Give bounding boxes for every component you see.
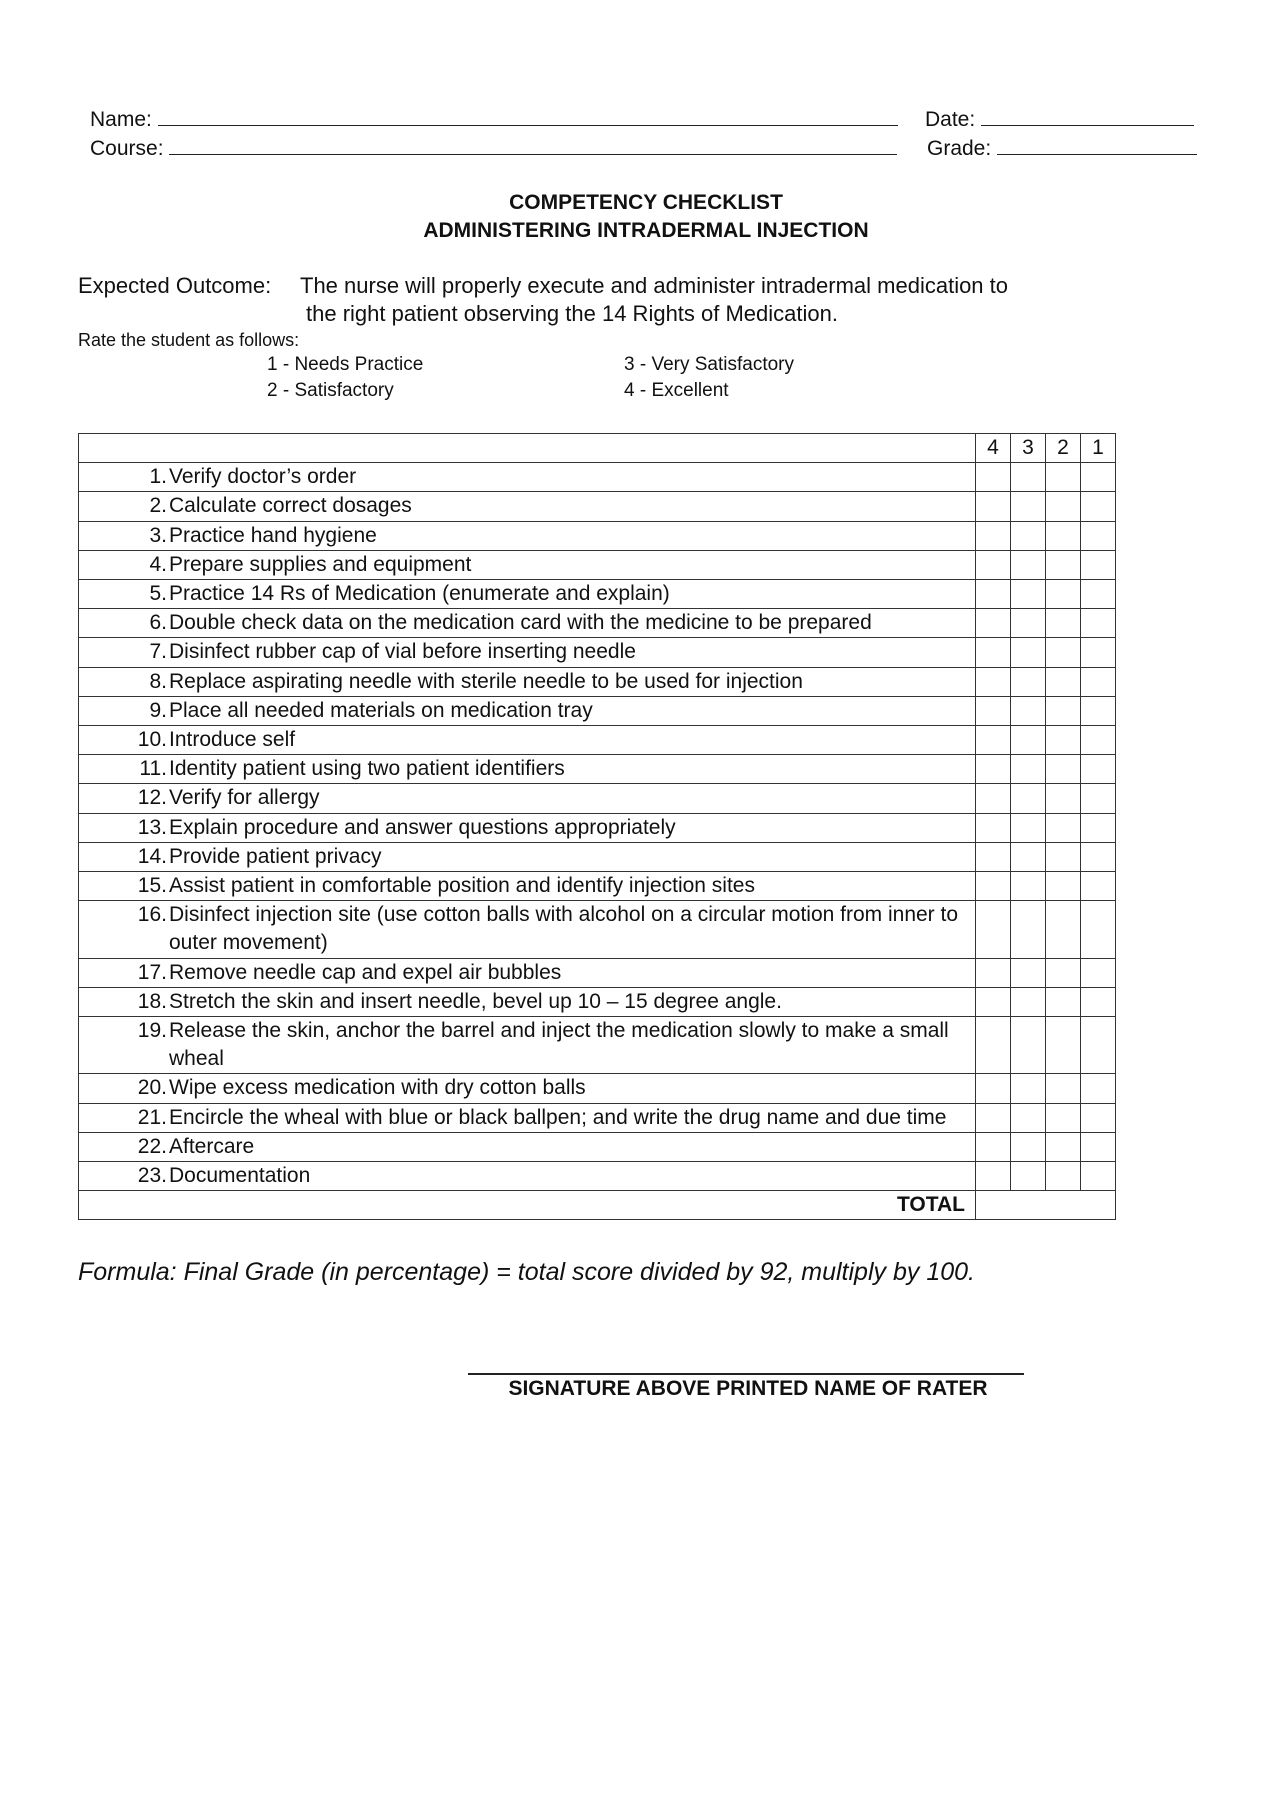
item-text: Practice 14 Rs of Medication (enumerate and explain) xyxy=(169,582,670,606)
item-text: Identity patient using two patient identifiers xyxy=(169,757,565,781)
item-number: 11. xyxy=(139,757,167,781)
score-cell-4[interactable] xyxy=(976,638,1011,667)
checklist-item xyxy=(79,492,976,521)
date-field[interactable] xyxy=(925,107,1194,132)
checklist-item xyxy=(79,813,976,842)
score-cell-2[interactable] xyxy=(1046,609,1081,638)
score-cell-4[interactable] xyxy=(976,609,1011,638)
item-number: 18. xyxy=(137,989,167,1013)
score-cell-1[interactable] xyxy=(1081,1017,1116,1074)
score-cell-2[interactable] xyxy=(1046,872,1081,901)
score-cell-2[interactable] xyxy=(1046,726,1081,755)
item-number: 1. xyxy=(149,465,167,489)
score-header-1: 1 xyxy=(1081,434,1116,463)
item-text: Assist patient in comfortable position and identify injection sites xyxy=(169,874,755,898)
score-cell-1[interactable] xyxy=(1081,463,1116,492)
score-cell-3[interactable] xyxy=(1011,726,1046,755)
item-number: 17. xyxy=(137,960,167,984)
score-cell-4[interactable] xyxy=(976,667,1011,696)
item-text: Disinfect rubber cap of vial before inserting needle xyxy=(169,640,636,664)
score-cell-1[interactable] xyxy=(1081,901,1116,958)
score-cell-1[interactable] xyxy=(1081,1132,1116,1161)
score-cell-4[interactable] xyxy=(976,958,1011,987)
score-cell-2[interactable] xyxy=(1046,784,1081,813)
item-text: Place all needed materials on medication tray xyxy=(169,698,593,722)
score-cell-1[interactable] xyxy=(1081,550,1116,579)
competency-checklist-table xyxy=(78,433,1116,1220)
name-label: Name: xyxy=(90,108,152,131)
score-cell-3[interactable] xyxy=(1011,842,1046,871)
item-number: 21. xyxy=(137,1105,167,1129)
checklist-item xyxy=(79,550,976,579)
score-cell-3[interactable] xyxy=(1011,872,1046,901)
table-row xyxy=(79,550,1116,579)
table-row xyxy=(79,638,1116,667)
score-cell-3[interactable] xyxy=(1011,1162,1046,1191)
item-text: Disinfect injection site (use cotton balls with alcohol on a circular motion from inner to outer movement) xyxy=(169,903,959,955)
score-cell-3[interactable] xyxy=(1011,813,1046,842)
checklist-item xyxy=(79,696,976,725)
score-cell-2[interactable] xyxy=(1046,1162,1081,1191)
score-cell-1[interactable] xyxy=(1081,726,1116,755)
score-cell-4[interactable] xyxy=(976,1132,1011,1161)
checklist-item xyxy=(79,463,976,492)
rating-scale-3: 3 - Very Satisfactory xyxy=(624,354,795,375)
item-text: Explain procedure and answer questions appropriately xyxy=(169,815,676,839)
formula-text: Formula: Final Grade (in percentage) = total score divided by 92, multiply by 100. xyxy=(78,1258,975,1286)
item-text: Encircle the wheal with blue or black ballpen; and write the drug name and due time xyxy=(169,1105,947,1129)
score-cell-2[interactable] xyxy=(1046,1074,1081,1103)
score-cell-1[interactable] xyxy=(1081,987,1116,1016)
score-header-3: 3 xyxy=(1011,434,1046,463)
item-number: 15. xyxy=(137,874,167,898)
signature-line[interactable] xyxy=(468,1373,1024,1375)
item-text: Provide patient privacy xyxy=(169,844,382,868)
table-row xyxy=(79,1017,1116,1074)
score-cell-2[interactable] xyxy=(1046,1103,1081,1132)
checklist-item xyxy=(79,784,976,813)
score-cell-4[interactable] xyxy=(976,726,1011,755)
item-number: 23. xyxy=(137,1164,167,1188)
checklist-item xyxy=(79,638,976,667)
course-label: Course: xyxy=(90,137,164,160)
score-cell-2[interactable] xyxy=(1046,696,1081,725)
score-cell-4[interactable] xyxy=(976,842,1011,871)
item-number: 20. xyxy=(137,1076,167,1100)
score-cell-2[interactable] xyxy=(1046,521,1081,550)
table-row xyxy=(79,463,1116,492)
score-cell-3[interactable] xyxy=(1011,580,1046,609)
score-cell-3[interactable] xyxy=(1011,901,1046,958)
table-row xyxy=(79,492,1116,521)
item-text: Calculate correct dosages xyxy=(169,494,412,518)
checklist-item xyxy=(79,580,976,609)
date-label: Date: xyxy=(925,108,976,131)
score-cell-4[interactable] xyxy=(976,463,1011,492)
item-number: 5. xyxy=(149,582,167,606)
rating-scale-2: 2 - Satisfactory xyxy=(267,380,394,401)
score-cell-2[interactable] xyxy=(1046,813,1081,842)
score-header-4: 4 xyxy=(976,434,1011,463)
score-header-2: 2 xyxy=(1046,434,1081,463)
table-row xyxy=(79,521,1116,550)
table-row xyxy=(79,580,1116,609)
item-number: 13. xyxy=(137,815,167,839)
score-cell-4[interactable] xyxy=(976,550,1011,579)
score-cell-3[interactable] xyxy=(1011,696,1046,725)
course-blank[interactable] xyxy=(169,136,897,155)
header-blank-cell xyxy=(79,434,976,463)
table-header-row xyxy=(79,434,1116,463)
item-text: Verify doctor’s order xyxy=(169,465,357,489)
score-cell-4[interactable] xyxy=(976,492,1011,521)
checklist-item xyxy=(79,1103,976,1132)
item-number: 3. xyxy=(149,523,167,547)
score-cell-2[interactable] xyxy=(1046,463,1081,492)
score-cell-2[interactable] xyxy=(1046,755,1081,784)
score-cell-3[interactable] xyxy=(1011,1103,1046,1132)
item-text: Practice hand hygiene xyxy=(169,523,377,547)
table-row xyxy=(79,784,1116,813)
checklist-item xyxy=(79,667,976,696)
item-text: Double check data on the medication card with the medicine to be prepared xyxy=(169,611,872,635)
score-cell-2[interactable] xyxy=(1046,987,1081,1016)
item-number: 9. xyxy=(149,698,167,722)
checklist-item xyxy=(79,872,976,901)
item-number: 19. xyxy=(137,1019,167,1043)
checklist-item xyxy=(79,901,976,958)
score-cell-3[interactable] xyxy=(1011,550,1046,579)
item-number: 4. xyxy=(149,552,167,576)
name-field[interactable] xyxy=(90,107,898,132)
item-text: Prepare supplies and equipment xyxy=(169,552,472,576)
checklist-item xyxy=(79,1017,976,1074)
item-number: 6. xyxy=(149,611,167,635)
score-cell-1[interactable] xyxy=(1081,813,1116,842)
score-cell-1[interactable] xyxy=(1081,1074,1116,1103)
checklist-item xyxy=(79,609,976,638)
score-cell-4[interactable] xyxy=(976,872,1011,901)
score-cell-1[interactable] xyxy=(1081,872,1116,901)
score-cell-4[interactable] xyxy=(976,1074,1011,1103)
score-cell-2[interactable] xyxy=(1046,580,1081,609)
score-cell-4[interactable] xyxy=(976,580,1011,609)
score-cell-4[interactable] xyxy=(976,755,1011,784)
table-row xyxy=(79,667,1116,696)
score-cell-3[interactable] xyxy=(1011,609,1046,638)
item-number: 16. xyxy=(137,903,167,927)
item-number: 14. xyxy=(137,844,167,868)
score-cell-1[interactable] xyxy=(1081,521,1116,550)
score-cell-1[interactable] xyxy=(1081,1162,1116,1191)
checklist-item xyxy=(79,726,976,755)
grade-label: Grade: xyxy=(927,137,992,160)
expected-outcome-line-2: the right patient observing the 14 Rights of Medication. xyxy=(306,301,838,326)
score-cell-3[interactable] xyxy=(1011,1017,1046,1074)
score-cell-1[interactable] xyxy=(1081,1103,1116,1132)
checklist-item xyxy=(79,755,976,784)
date-blank[interactable] xyxy=(981,107,1194,126)
checklist-item xyxy=(79,1132,976,1161)
title-line-2: ADMINISTERING INTRADERMAL INJECTION xyxy=(423,219,869,242)
total-label: TOTAL xyxy=(79,1191,976,1220)
score-cell-3[interactable] xyxy=(1011,1132,1046,1161)
item-number: 22. xyxy=(137,1134,167,1158)
score-cell-1[interactable] xyxy=(1081,638,1116,667)
checklist-item xyxy=(79,1074,976,1103)
score-cell-3[interactable] xyxy=(1011,987,1046,1016)
item-number: 2. xyxy=(149,494,167,518)
score-cell-4[interactable] xyxy=(976,696,1011,725)
score-cell-1[interactable] xyxy=(1081,609,1116,638)
score-cell-2[interactable] xyxy=(1046,667,1081,696)
score-cell-1[interactable] xyxy=(1081,842,1116,871)
checklist-item xyxy=(79,521,976,550)
item-text: Replace aspirating needle with sterile needle to be used for injection xyxy=(169,669,803,693)
grade-field[interactable] xyxy=(927,136,1197,161)
score-cell-1[interactable] xyxy=(1081,667,1116,696)
score-cell-3[interactable] xyxy=(1011,755,1046,784)
item-text: Introduce self xyxy=(169,728,296,752)
score-cell-4[interactable] xyxy=(976,987,1011,1016)
score-cell-4[interactable] xyxy=(976,1162,1011,1191)
item-number: 10. xyxy=(137,728,167,752)
score-cell-2[interactable] xyxy=(1046,492,1081,521)
score-cell-3[interactable] xyxy=(1011,521,1046,550)
score-cell-3[interactable] xyxy=(1011,784,1046,813)
score-cell-4[interactable] xyxy=(976,784,1011,813)
table-row xyxy=(79,726,1116,755)
table-row xyxy=(79,1132,1116,1161)
score-cell-4[interactable] xyxy=(976,521,1011,550)
table-row xyxy=(79,1162,1116,1191)
item-text: Documentation xyxy=(169,1164,311,1188)
table-row xyxy=(79,842,1116,871)
score-cell-4[interactable] xyxy=(976,901,1011,958)
total-row xyxy=(79,1191,1116,1220)
item-text: Aftercare xyxy=(169,1134,255,1158)
score-cell-1[interactable] xyxy=(1081,755,1116,784)
score-cell-1[interactable] xyxy=(1081,958,1116,987)
expected-outcome-line-1: The nurse will properly execute and administer intradermal medication to xyxy=(300,273,1009,298)
item-number: 12. xyxy=(137,786,167,810)
score-cell-4[interactable] xyxy=(976,1017,1011,1074)
score-cell-1[interactable] xyxy=(1081,696,1116,725)
item-text: Release the skin, anchor the barrel and inject the medication slowly to make a small wheal xyxy=(169,1019,949,1071)
table-row xyxy=(79,1074,1116,1103)
rating-scale-1: 1 - Needs Practice xyxy=(267,354,424,375)
score-cell-1[interactable] xyxy=(1081,784,1116,813)
score-cell-3[interactable] xyxy=(1011,492,1046,521)
expected-outcome-label: Expected Outcome: xyxy=(78,273,272,298)
score-cell-2[interactable] xyxy=(1046,901,1081,958)
table-row xyxy=(79,755,1116,784)
rating-intro: Rate the student as follows: xyxy=(78,330,300,350)
score-cell-2[interactable] xyxy=(1046,1132,1081,1161)
item-number: 7. xyxy=(149,640,167,664)
table-row xyxy=(79,813,1116,842)
score-cell-1[interactable] xyxy=(1081,580,1116,609)
score-cell-2[interactable] xyxy=(1046,842,1081,871)
table-row xyxy=(79,696,1116,725)
name-blank[interactable] xyxy=(158,107,898,126)
checklist-item xyxy=(79,1162,976,1191)
item-text: Verify for allergy xyxy=(169,786,320,810)
checklist-item xyxy=(79,842,976,871)
table-row xyxy=(79,901,1116,958)
table-row xyxy=(79,609,1116,638)
rating-scale-4: 4 - Excellent xyxy=(624,380,729,401)
table-row xyxy=(79,872,1116,901)
table-row xyxy=(79,958,1116,987)
score-cell-4[interactable] xyxy=(976,813,1011,842)
score-cell-3[interactable] xyxy=(1011,463,1046,492)
score-cell-3[interactable] xyxy=(1011,638,1046,667)
course-field[interactable] xyxy=(90,136,897,161)
table-row xyxy=(79,987,1116,1016)
item-text: Wipe excess medication with dry cotton balls xyxy=(169,1076,586,1100)
score-cell-2[interactable] xyxy=(1046,1017,1081,1074)
checklist-item xyxy=(79,958,976,987)
score-cell-1[interactable] xyxy=(1081,492,1116,521)
score-cell-2[interactable] xyxy=(1046,958,1081,987)
total-score-cell[interactable] xyxy=(976,1191,1116,1220)
checklist-item xyxy=(79,987,976,1016)
item-text: Remove needle cap and expel air bubbles xyxy=(169,960,562,984)
table-row xyxy=(79,1103,1116,1132)
score-cell-3[interactable] xyxy=(1011,667,1046,696)
score-cell-3[interactable] xyxy=(1011,958,1046,987)
score-cell-4[interactable] xyxy=(976,1103,1011,1132)
title-line-1: COMPETENCY CHECKLIST xyxy=(509,191,783,214)
item-text: Stretch the skin and insert needle, bevel up 10 – 15 degree angle. xyxy=(169,989,782,1013)
score-cell-3[interactable] xyxy=(1011,1074,1046,1103)
item-number: 8. xyxy=(149,669,167,693)
score-cell-2[interactable] xyxy=(1046,550,1081,579)
grade-blank[interactable] xyxy=(997,136,1197,155)
signature-label: SIGNATURE ABOVE PRINTED NAME OF RATER xyxy=(508,1377,988,1400)
score-cell-2[interactable] xyxy=(1046,638,1081,667)
